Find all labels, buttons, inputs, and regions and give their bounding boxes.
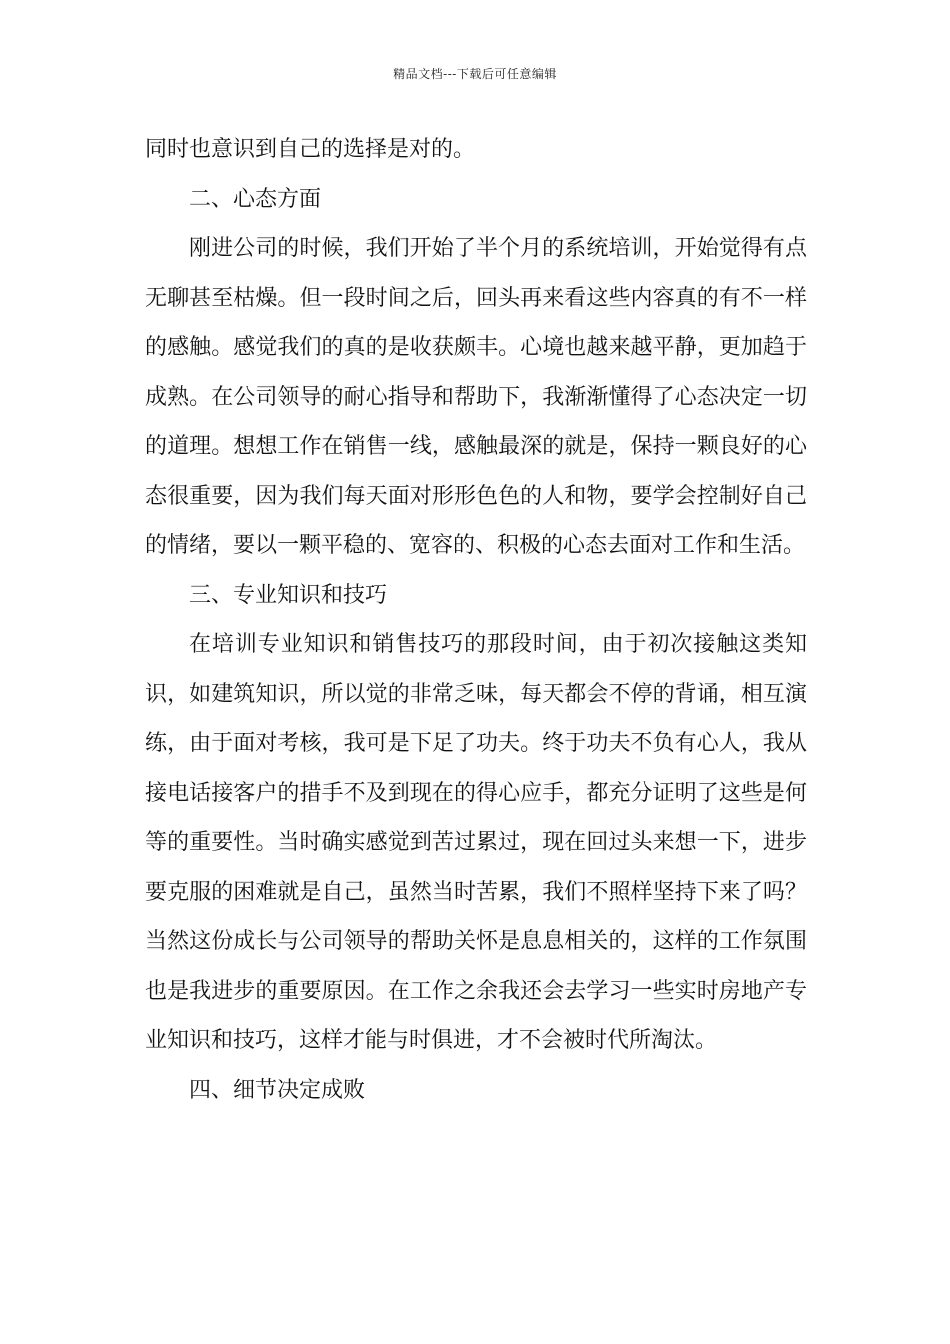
section-heading-mindset: 二、心态方面 (189, 186, 322, 212)
page-header: 精品文档---下载后可任意编辑 (393, 67, 557, 81)
section-heading-skills: 三、专业知识和技巧 (189, 582, 388, 608)
paragraph-mindset: 刚进公司的时候，我们开始了半个月的系统培训，开始觉得有点无聊甚至枯燥。但一段时间之后，回头再来看这些内容真的有不一样的感触。感觉我们的真的是收获颇丰。心境也越来越平静，更加趋于成熟。在公司领导的耐心指导和帮助下，我渐渐懂得了心态决定一切的道理。想想工作在销售一线，感触最深的就是，保持一颗良好的心态很重要，因为我们每天面对形形色色的人和物，要学会控制好自己的情绪，要以一颗平稳的、宽容的、积极的心态去面对工作和生活。 (145, 236, 807, 558)
paragraph-skills: 在培训专业知识和销售技巧的那段时间，由于初次接触这类知识，如建筑知识，所以觉的非常乏味，每天都会不停的背诵，相互演练，由于面对考核，我可是下足了功夫。终于功夫不负有心人，我从接电话接客户的措手不及到现在的得心应手，都充分证明了这些是何等的重要性。当时确实感觉到苦过累过，现在回过头来想一下，进步要克服的困难就是自己，虽然当时苦累，我们不照样坚持下来了吗？当然这份成长与公司领导的帮助关怀是息息相关的，这样的工作氛围也是我进步的重要原因。在工作之余我还会去学习一些实时房地产专业知识和技巧，这样才能与时俱进，才不会被时代所淘汰。 (145, 632, 807, 1053)
paragraph-continuation: 同时也意识到自己的选择是对的。 (145, 137, 476, 162)
document-body (145, 125, 807, 1115)
section-heading-details: 四、细节决定成败 (189, 1077, 366, 1103)
